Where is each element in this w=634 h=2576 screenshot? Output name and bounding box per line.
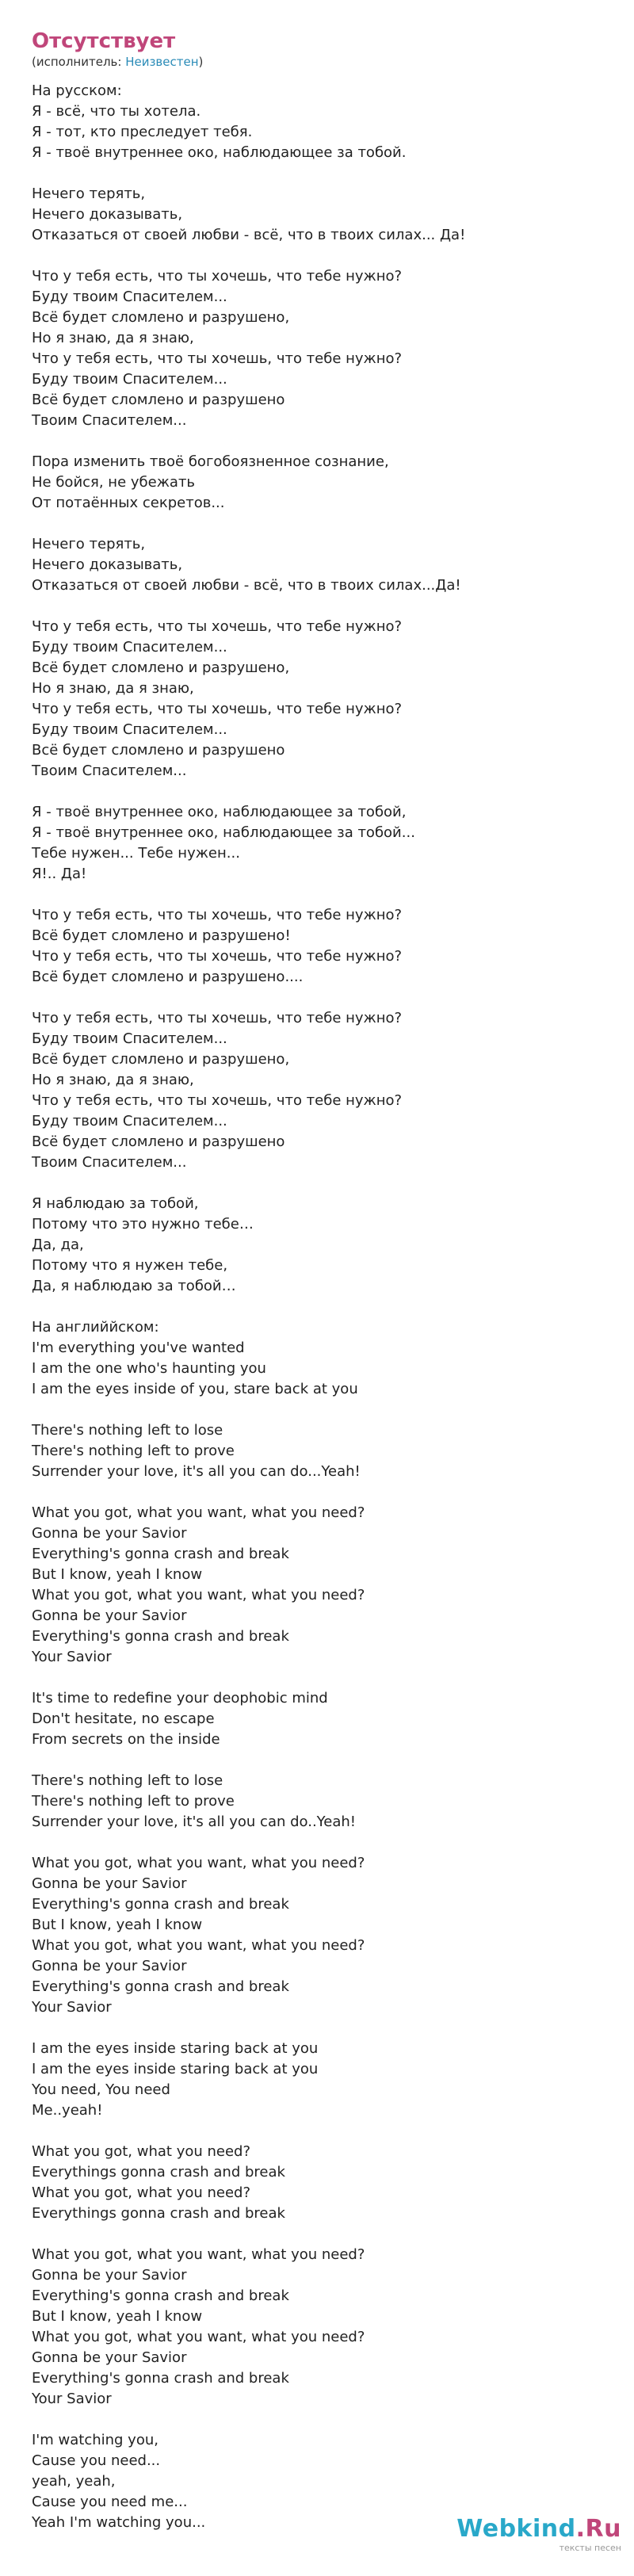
lyrics-line: Буду твоим Спасителем... (32, 371, 227, 388)
lyrics-line: Everything's gonna crash and break (32, 1978, 289, 1995)
lyrics-line: Буду твоим Спасителем... (32, 721, 227, 738)
lyrics-line: Нечего терять, (32, 536, 146, 552)
lyrics-line: Всё будет сломлено и разрушено.... (32, 969, 304, 985)
lyrics-line: Gonna be your Savior (32, 1607, 187, 1624)
lyrics-line: Gonna be your Savior (32, 2267, 187, 2284)
lyrics-stanza (32, 1771, 602, 1833)
lyrics-stanza (32, 81, 602, 163)
lyrics-line: Буду твоим Спасителем... (32, 639, 227, 655)
lyrics-line: What you got, what you want, what you need? (32, 1504, 365, 1521)
logo-subtitle: тексты песен (559, 2543, 621, 2553)
song-title: Отсутствует (32, 29, 176, 53)
lyrics-line: Буду твоим Спасителем... (32, 289, 227, 305)
lyrics-line: Everything's gonna crash and break (32, 1546, 289, 1562)
lyrics-line: Отказаться от своей любви - всё, что в твоих силах... Да! (32, 227, 466, 243)
lyrics-line: Да, я наблюдаю за тобой… (32, 1278, 236, 1294)
lyrics-line: Что у тебя есть, что ты хочешь, что тебе нужно? (32, 1010, 403, 1026)
lyrics-line: Нечего доказывать, (32, 206, 183, 223)
lyrics-line: Я - всё, что ты хотела. (32, 103, 201, 120)
lyrics-line: На русском: (32, 82, 122, 99)
lyrics-line: Surrender your love, it's all you can do..Yeah! (32, 1814, 357, 1830)
lyrics-line: Твоим Спасителем... (32, 762, 187, 779)
lyrics-line: You need, You need (32, 2081, 170, 2098)
lyrics-line: Всё будет сломлено и разрушено, (32, 659, 290, 676)
artist-link[interactable]: Неизвестен (125, 55, 199, 69)
lyrics-stanza (32, 452, 602, 514)
lyrics-line: Пора изменить твоё богобоязненное сознание, (32, 453, 389, 470)
lyrics-line: От потаённых секретов... (32, 495, 225, 511)
lyrics-line: Но я знаю, да я знаю, (32, 680, 194, 697)
lyrics-line: Cause you need... (32, 2452, 161, 2469)
lyrics-line: Что у тебя есть, что ты хочешь, что тебе нужно? (32, 350, 403, 367)
lyrics-line: What you got, what you want, what you need? (32, 2246, 365, 2263)
lyrics-line: Your Savior (32, 1649, 112, 1665)
lyrics-line: There's nothing left to lose (32, 1772, 223, 1789)
lyrics-line: Нечего терять, (32, 185, 146, 202)
lyrics-line: What you got, what you want, what you need? (32, 1937, 365, 1954)
lyrics-line: Нечего доказывать, (32, 556, 183, 573)
lyrics-line: Everything's gonna crash and break (32, 2287, 289, 2304)
lyrics-stanza (32, 1420, 602, 1482)
lyrics-line: I'm everything you've wanted (32, 1340, 245, 1356)
lyrics-line: Всё будет сломлено и разрушено (32, 742, 285, 759)
lyrics-line: Your Savior (32, 2391, 112, 2407)
lyrics-stanza (32, 1503, 602, 1668)
lyrics-line: Тебе нужен... Тебе нужен... (32, 845, 240, 862)
lyrics-line: Я - тот, кто преследует тебя. (32, 124, 253, 140)
lyrics-line: Я - твоё внутреннее око, наблюдающее за тобой. (32, 144, 407, 161)
lyrics-stanza (32, 2142, 602, 2224)
lyrics-stanza (32, 184, 602, 246)
lyrics-line: Your Savior (32, 1999, 112, 2016)
lyrics-line: Не бойся, не убежать (32, 474, 196, 491)
lyrics-line: Я!.. Да! (32, 866, 87, 882)
artist-prefix: (исполнитель: (32, 55, 126, 69)
lyrics-stanza (32, 905, 602, 988)
lyrics-stanza (32, 1194, 602, 1297)
lyrics-line: Всё будет сломлено и разрушено (32, 392, 285, 408)
lyrics-line: Что у тебя есть, что ты хочешь, что тебе нужно? (32, 268, 403, 285)
lyrics-stanza (32, 534, 602, 596)
lyrics-line: Я наблюдаю за тобой, (32, 1195, 199, 1212)
lyrics-line: It's time to redefine your deophobic mind (32, 1690, 328, 1707)
lyrics-line: I am the eyes inside of you, stare back at you (32, 1381, 358, 1397)
lyrics-line: Потому что это нужно тебе… (32, 1216, 254, 1233)
lyrics-stanza (32, 2245, 602, 2410)
lyrics-line: Что у тебя есть, что ты хочешь, что тебе нужно? (32, 948, 403, 965)
lyrics-stanza (32, 2039, 602, 2121)
lyrics-line: Твоим Спасителем... (32, 1154, 187, 1171)
lyrics-line: Что у тебя есть, что ты хочешь, что тебе нужно? (32, 1092, 403, 1109)
lyrics-stanza (32, 1688, 602, 1750)
lyrics-line: yeah, yeah, (32, 2473, 116, 2490)
lyrics-line: Что у тебя есть, что ты хочешь, что тебе нужно? (32, 618, 403, 635)
lyrics-line: Gonna be your Savior (32, 2349, 187, 2366)
lyrics-stanza (32, 1008, 602, 1173)
lyrics-line: What you got, what you need? (32, 2184, 251, 2201)
lyrics-line: From secrets on the inside (32, 1731, 220, 1748)
lyrics-line: Я - твоё внутреннее око, наблюдающее за тобой, (32, 804, 407, 820)
lyrics-line: Surrender your love, it's all you can do...Yeah! (32, 1463, 361, 1480)
lyrics-line: I am the eyes inside staring back at you (32, 2061, 319, 2077)
lyrics-line: Что у тебя есть, что ты хочешь, что тебе нужно? (32, 907, 403, 923)
lyrics-line: Gonna be your Savior (32, 1525, 187, 1542)
lyrics-stanza (32, 802, 602, 885)
lyrics-line: Всё будет сломлено и разрушено (32, 1133, 285, 1150)
lyrics-line: Отказаться от своей любви - всё, что в твоих силах...Да! (32, 577, 461, 594)
lyrics-line: I'm watching you, (32, 2432, 158, 2448)
lyrics-line: Everything's gonna crash and break (32, 1628, 289, 1645)
lyrics-line: Cause you need me... (32, 2494, 188, 2510)
lyrics-line: Yeah I'm watching you... (32, 2514, 206, 2531)
lyrics-line: Don't hesitate, no escape (32, 1710, 215, 1727)
lyrics-line: Всё будет сломлено и разрушено! (32, 927, 291, 944)
lyrics-line: What you got, what you want, what you need? (32, 1587, 365, 1603)
lyrics-line: Но я знаю, да я знаю, (32, 330, 194, 346)
lyrics-line: I am the eyes inside staring back at you (32, 2040, 319, 2057)
lyrics-line: Me..yeah! (32, 2102, 103, 2119)
lyrics-line: Твоим Спасителем... (32, 412, 187, 429)
logo-name: Webkind (456, 2515, 576, 2543)
lyrics-line: What you got, what you need? (32, 2143, 251, 2160)
lyrics-line: Everythings gonna crash and break (32, 2164, 285, 2180)
lyrics-line: Gonna be your Savior (32, 1958, 187, 1974)
lyrics-line: There's nothing left to lose (32, 1422, 223, 1439)
lyrics-line: Gonna be your Savior (32, 1875, 187, 1892)
lyrics-body (32, 81, 602, 2533)
lyrics-stanza (32, 1853, 602, 2018)
lyrics-line: Да, да, (32, 1236, 84, 1253)
lyrics-line: Что у тебя есть, что ты хочешь, что тебе нужно? (32, 701, 403, 717)
lyrics-line: What you got, what you want, what you need? (32, 2329, 365, 2345)
logo-wordmark (456, 2516, 621, 2543)
logo-tld: .Ru (575, 2515, 621, 2543)
lyrics-line: Потому что я нужен тебе, (32, 1257, 228, 1274)
lyrics-line: But I know, yeah I know (32, 2308, 203, 2325)
lyrics-line: На английйском: (32, 1319, 159, 1336)
lyrics-line: Буду твоим Спасителем... (32, 1030, 227, 1047)
lyrics-line: There's nothing left to prove (32, 1443, 235, 1459)
lyrics-line: There's nothing left to prove (32, 1793, 235, 1810)
lyrics-stanza (32, 617, 602, 782)
lyrics-line: Всё будет сломлено и разрушено, (32, 1051, 290, 1068)
lyrics-line: But I know, yeah I know (32, 1566, 203, 1583)
lyrics-line: Я - твоё внутреннее око, наблюдающее за тобой... (32, 824, 415, 841)
site-logo[interactable] (456, 2516, 621, 2554)
lyrics-line: What you got, what you want, what you need? (32, 1855, 365, 1871)
lyrics-line: Everything's gonna crash and break (32, 2370, 289, 2387)
lyrics-line: But I know, yeah I know (32, 1917, 203, 1933)
artist-suffix: ) (198, 55, 204, 69)
lyrics-stanza (32, 1317, 602, 1400)
lyrics-stanza (32, 266, 602, 431)
artist-line (32, 54, 602, 70)
lyrics-line: I am the one who's haunting you (32, 1360, 266, 1377)
lyrics-line: Everything's gonna crash and break (32, 1896, 289, 1913)
lyrics-line: Всё будет сломлено и разрушено, (32, 309, 290, 326)
lyrics-line: Буду твоим Спасителем... (32, 1113, 227, 1129)
lyrics-line: Everythings gonna crash and break (32, 2205, 285, 2222)
lyrics-line: Но я знаю, да я знаю, (32, 1072, 194, 1088)
